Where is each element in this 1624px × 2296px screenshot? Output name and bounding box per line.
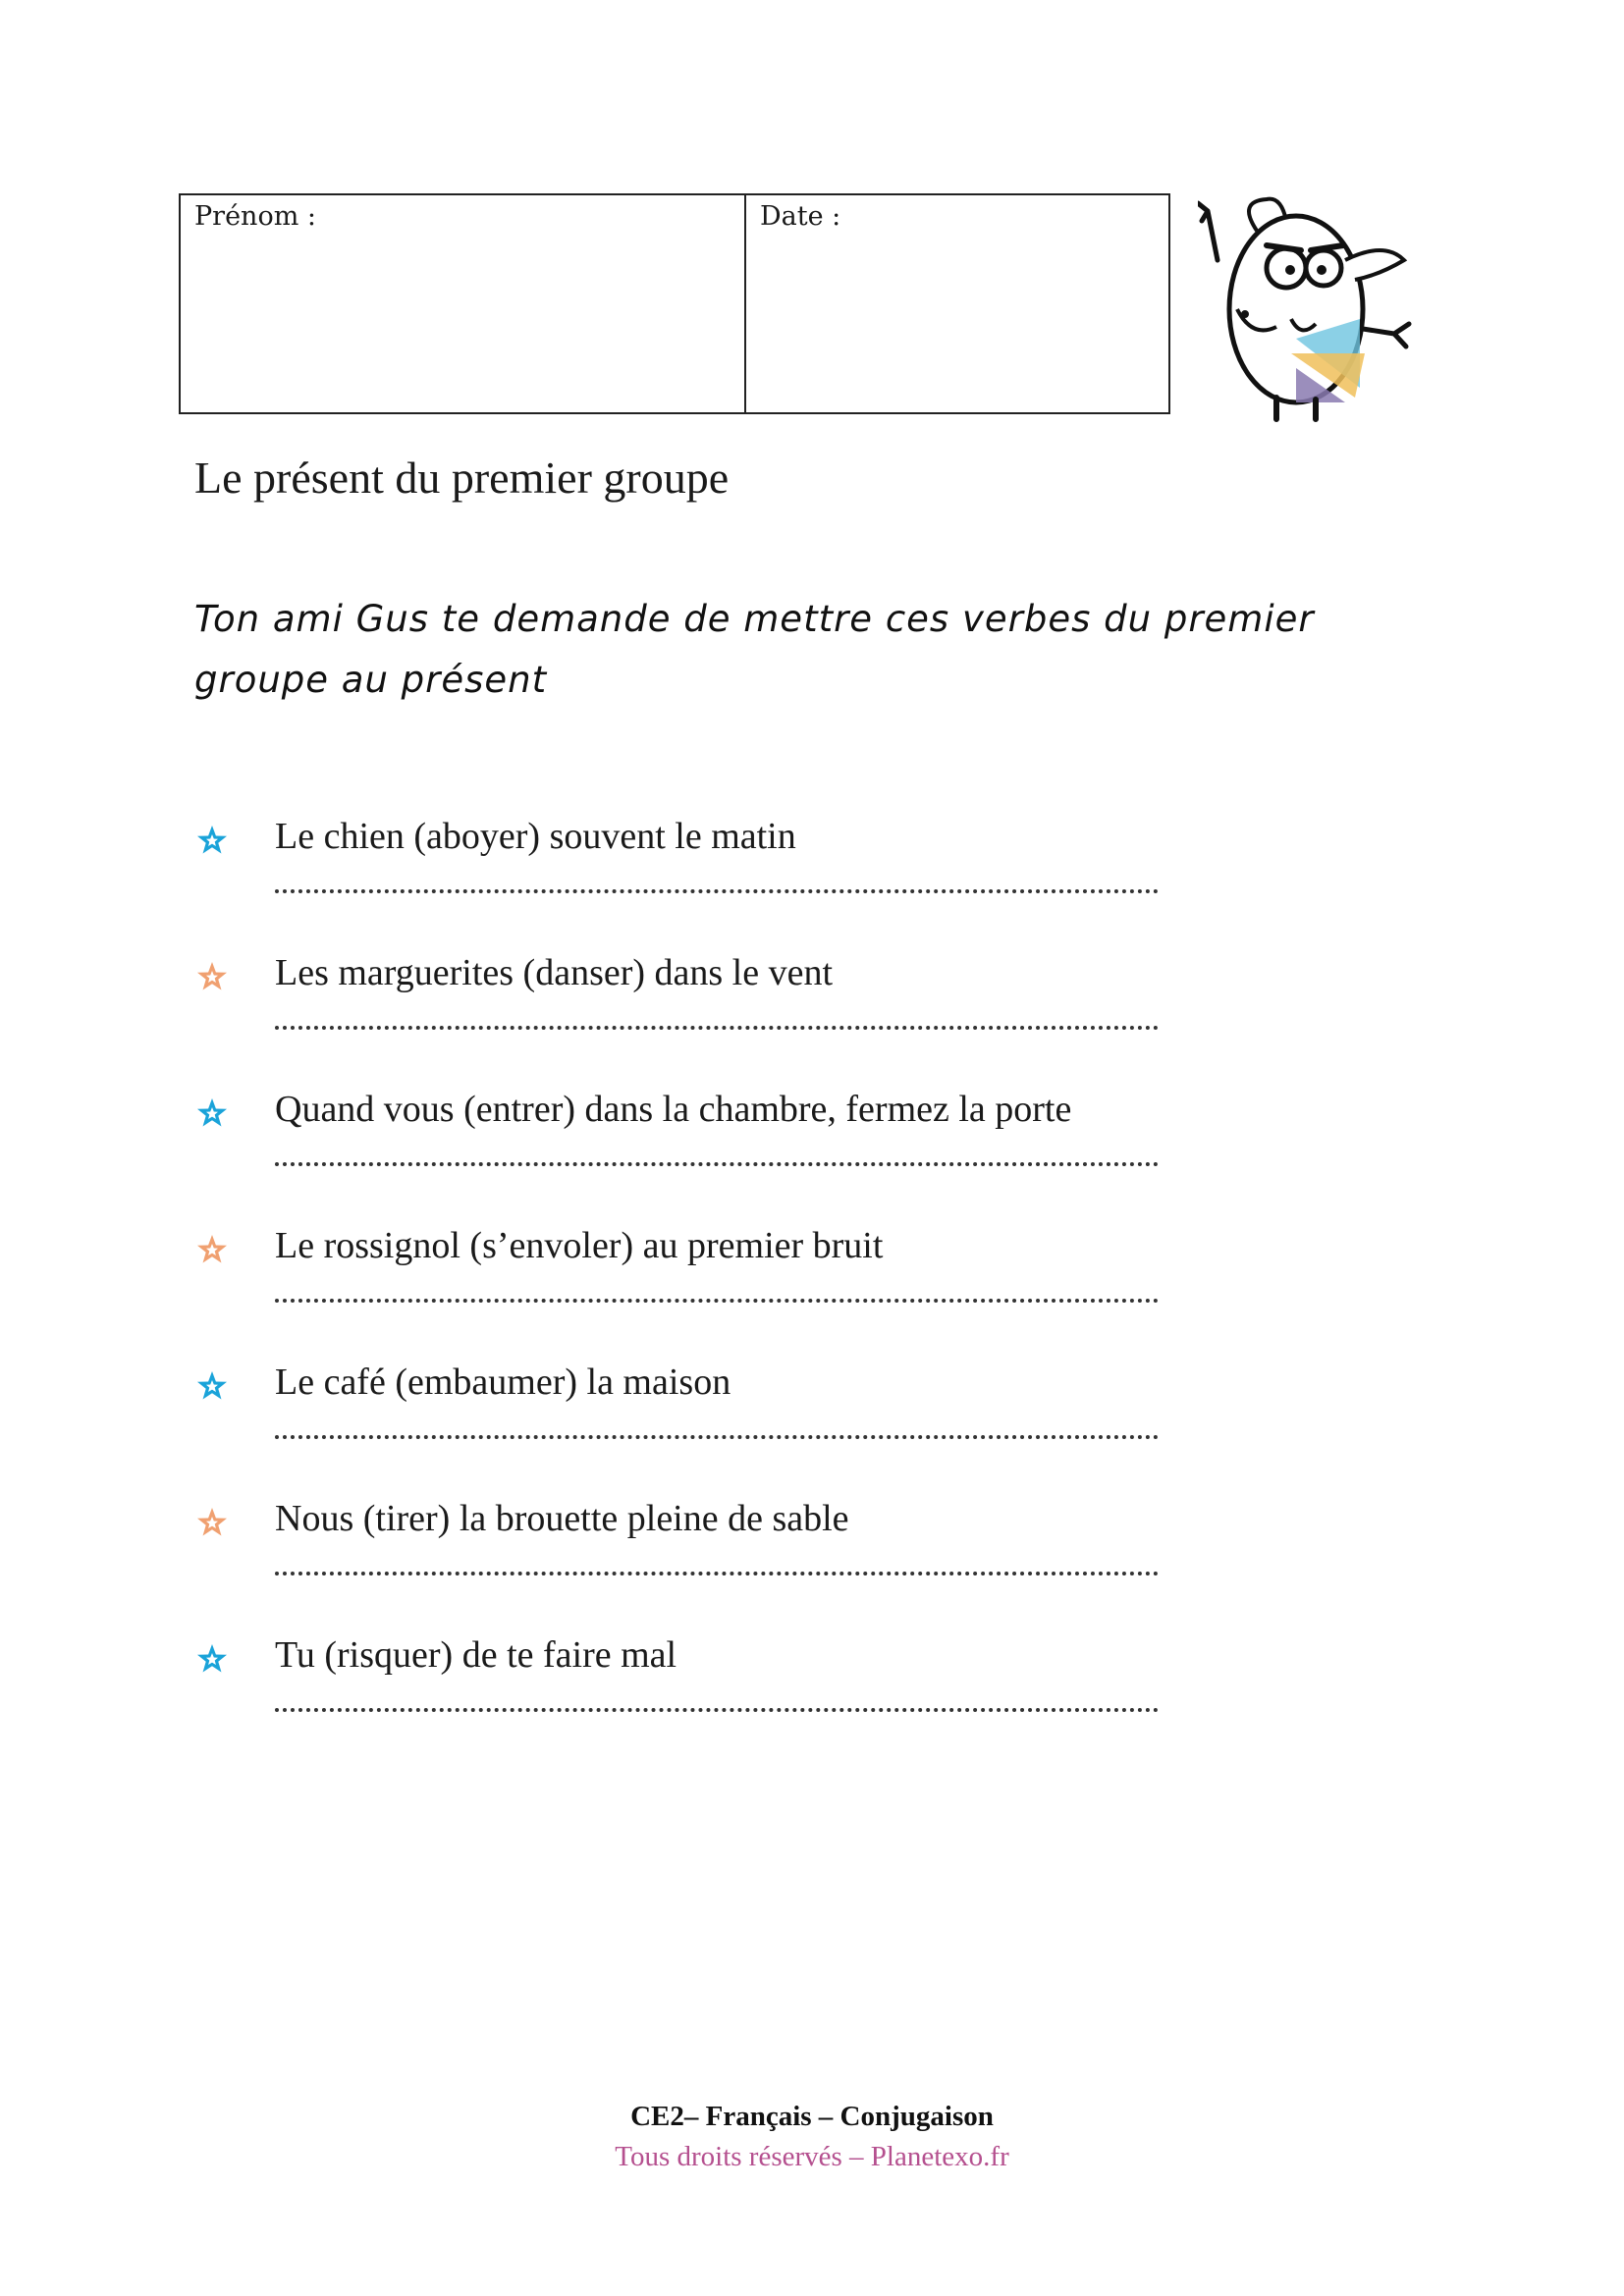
answer-line[interactable] [275,1291,1159,1303]
star-blue-icon [194,1095,230,1131]
date-field[interactable] [746,195,1168,412]
star-orange-icon [194,1232,230,1267]
star-blue-icon [194,1641,230,1677]
page-footer [0,2101,1624,2173]
exercise-item [194,1497,1432,1633]
answer-line[interactable] [275,1154,1159,1166]
answer-line[interactable] [275,1700,1159,1712]
footer-level: CE2– Français – Conjugaison [630,2101,994,2132]
answer-line[interactable] [275,1018,1159,1030]
exercise-item [194,815,1432,951]
exercise-sentence: Tu (risquer) de te faire mal [275,1634,677,1676]
instruction-text: Ton ami Gus te demande de mettre ces verbes du premier groupe au présent [194,598,1315,701]
name-field[interactable] [181,195,746,412]
exercise-item [194,1633,1432,1770]
exercise-sentence: Nous (tirer) la brouette pleine de sable [275,1498,849,1539]
exercise-item [194,1361,1432,1497]
answer-line[interactable] [275,881,1159,893]
exercise-list [194,815,1432,1770]
exercise-sentence: Le chien (aboyer) souvent le matin [275,816,796,857]
exercise-sentence: Les marguerites (danser) dans le vent [275,952,834,993]
exercise-sentence: Le rossignol (s’envoler) au premier bruit [275,1225,884,1266]
student-info-box [179,193,1170,414]
exercise-item [194,1224,1432,1361]
worksheet-title: Le présent du premier groupe [194,453,730,503]
star-orange-icon [194,959,230,994]
name-label: Prénom : [194,201,316,232]
star-orange-icon [194,1505,230,1540]
star-blue-icon [194,823,230,858]
exercise-item [194,1088,1432,1224]
answer-line[interactable] [275,1564,1159,1575]
exercise-sentence: Le café (embaumer) la maison [275,1362,731,1403]
footer-copyright: Tous droits réservés – Planetexo.fr [615,2141,1009,2172]
exercise-sentence: Quand vous (entrer) dans la chambre, fermez la porte [275,1089,1072,1130]
answer-line[interactable] [275,1427,1159,1439]
date-label: Date : [760,201,841,232]
star-blue-icon [194,1368,230,1404]
sheep-mascot-icon [1198,191,1424,422]
exercise-item [194,951,1432,1088]
